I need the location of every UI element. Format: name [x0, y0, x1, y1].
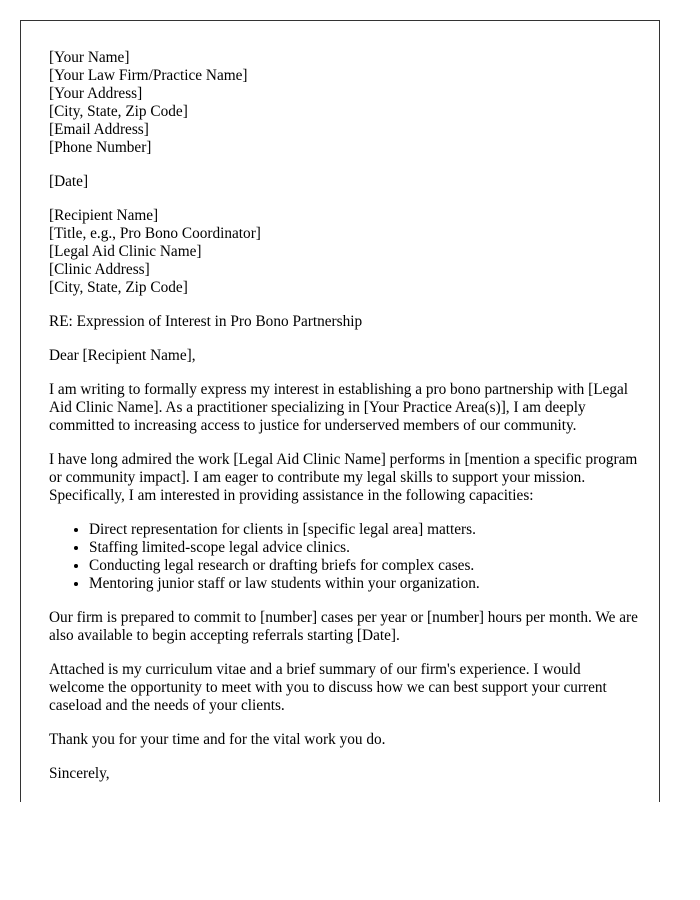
sender-city-state-zip: [City, State, Zip Code]	[49, 103, 188, 120]
recipient-title: [Title, e.g., Pro Bono Coordinator]	[49, 225, 261, 242]
list-item: • Staffing limited-scope legal advice clinics.	[89, 539, 639, 557]
capacities-list	[49, 521, 639, 593]
paragraph-attachment: Attached is my curriculum vitae and a brief summary of our firm's experience. I would welcome the opportunity to meet with you to discuss how we can best support your current caseload and the needs of your clients.	[49, 661, 607, 714]
paragraph-admiration: I have long admired the work [Legal Aid Clinic Name] performs in [mention a specific program or community impact]. I am eager to contribute my legal skills to support your mission. Specifically, I am interested in providing assistance in the following capacities:	[49, 451, 638, 504]
recipient-city-state-zip: [City, State, Zip Code]	[49, 279, 188, 296]
paragraph-thanks: Thank you for your time and for the vital work you do.	[49, 731, 386, 748]
list-item: • Direct representation for clients in [specific legal area] matters.	[89, 521, 639, 539]
salutation: Dear [Recipient Name],	[49, 347, 196, 364]
letter-body	[49, 49, 639, 783]
date-line	[49, 173, 639, 191]
recipient-name: [Recipient Name]	[49, 207, 159, 224]
subject-line: RE: Expression of Interest in Pro Bono Partnership	[49, 313, 363, 330]
recipient-address: [Clinic Address]	[49, 261, 150, 278]
paragraph-intro: I am writing to formally express my interest in establishing a pro bono partnership with [Legal Aid Clinic Name]. As a practitioner specializing in [Your Practice Area(s)], I am deeply committed to increasing access to justice for underserved members of our community.	[49, 381, 629, 434]
paragraph-commitment: Our firm is prepared to commit to [number] cases per year or [number] hours per month. We are also available to begin accepting referrals starting [Date].	[49, 609, 638, 644]
letter-date: [Date]	[49, 173, 89, 190]
recipient-clinic: [Legal Aid Clinic Name]	[49, 243, 202, 260]
list-item: • Mentoring junior staff or law students within your organization.	[89, 575, 639, 593]
list-item: • Conducting legal research or drafting briefs for complex cases.	[89, 557, 639, 575]
recipient-block	[49, 207, 639, 297]
sender-email: [Email Address]	[49, 121, 149, 138]
sender-name: [Your Name]	[49, 49, 130, 66]
closing: Sincerely,	[49, 765, 110, 782]
sender-address: [Your Address]	[49, 85, 143, 102]
sender-phone: [Phone Number]	[49, 139, 152, 156]
sender-firm: [Your Law Firm/Practice Name]	[49, 67, 248, 84]
sender-block	[49, 49, 639, 157]
letter-page	[20, 20, 660, 802]
